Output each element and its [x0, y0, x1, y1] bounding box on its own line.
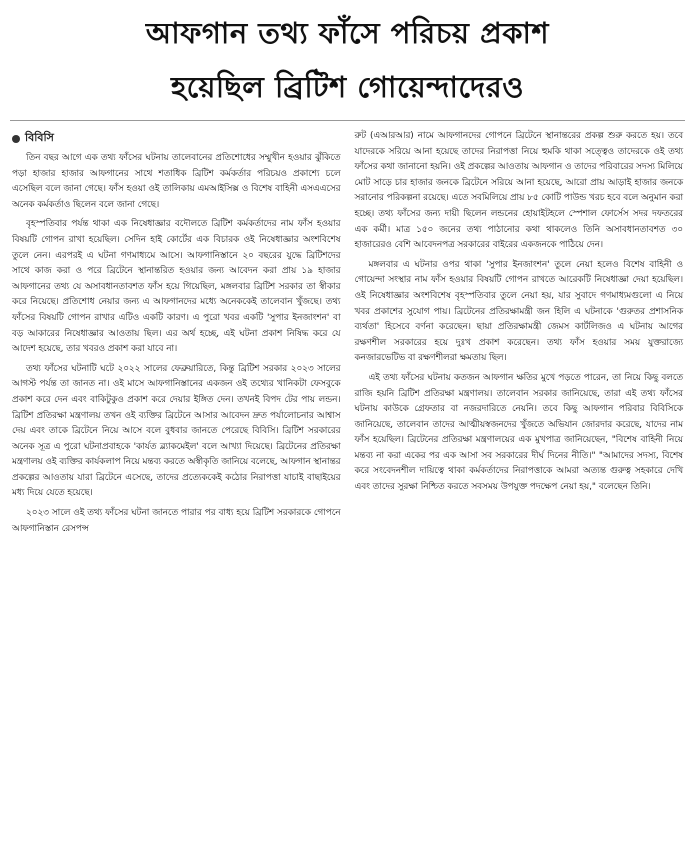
headline-line-2: হয়েছিল ব্রিটিশ গোয়েন্দাদেরও — [170, 70, 525, 104]
right-column — [355, 129, 684, 541]
paragraph: তিন বছর আগে এক তথ্য ফাঁসের ঘটনায় তালেবানের প্রতিশোধের সম্মুখীন হওয়ার ঝুঁকিতে পড়া হাজার হাজার আফগানের সাথে শতাধিক ব্রিটিশ কর্মকর্তার পরিচয়ও প্রকাশ্যে চলে এসেছিল বলে জানা গেছে। ফাঁস হওয়া ওই তালিকায় এমআইসিক্স ও বিশেষ বাহিনী এসএএসের অনেক কর্মকর্তাও ছিলেন বলে জানা গেছে। — [12, 153, 341, 210]
bullet-icon — [12, 135, 20, 143]
paragraph: রুট (এআরআর) নামে আফগানদের গোপনে ব্রিটেনে স্থানান্তরের প্রকল্প শুরু করতে হয়। তবে যাদেরকে সরিয়ে আনা হয়েছে তাদের নিরাপত্তা নিয়ে হুমকি থাকা সত্ত্বেও তাদেরকে ওই তথ্য ফাঁসের কথা জানানো হয়নি। ওই প্রকল্পের আওতায় আফগান ও তাদের পরিবারের সদস্য মিলিয়ে মোট সাড়ে চার হাজার জনকে ব্রিটেনে সরিয়ে আনা হয়েছে, আরো প্রায় আড়াই হাজার জনকে সরানোর পরিকল্পনা রয়েছে। এতে সবমিলিয়ে প্রায় ৮৫ কোটি পাউন্ড খরচ হবে বলে অনুমান করা হচ্ছে। তথ্য ফাঁসের জন্য দায়ী ছিলেন লন্ডনের হোয়াইটহলে স্পেশাল ফোর্সেস সদর দফতরের এক কর্মী। মাত্র ১৫০ জনের তথ্য পাঠানোর কথা থাকলেও তিনি অসাবধানতাবশত ৩০ হাজারেরও বেশি আবেদনপত্র সরকারের বাইরের একজনকে পাঠিয়ে দেন। — [354, 131, 683, 251]
headline-line-1: আফগান তথ্য ফাঁসে পরিচয় প্রকাশ — [145, 16, 550, 50]
byline-source: বিবিসি — [25, 131, 54, 144]
paragraph: তথ্য ফাঁসের ঘটনাটি ঘটে ২০২২ সালের ফেব্রুয়ারিতে, কিন্তু ব্রিটিশ সরকার ২০২৩ সালের আগস্ট পর্যন্ত তা জানত না। ওই মাসে আফগানিস্তানের একজন ওই তথ্যের খানিকটা ফেসবুকে প্রকাশ করে দেন এবং বাকিটুকুও প্রকাশ করে দেয়ার ইঙ্গিত দেন। তখনই বিপদ টের পায় লন্ডন। ব্রিটিশ প্রতিরক্ষা মন্ত্রণালয় তখন ওই ব্যক্তির ব্রিটেনে আসার আবেদন দ্রুত পর্যালোচনার আশ্বাস দেয় এবং তাকে ব্রিটেনে নিয়ে আসে বলে বুধবার জানতে পেরেছে বিবিসি। ব্রিটিশ সরকারের অনেক সূত্র এ পুরো ঘটনাপ্রবাহকে 'কার্যত ব্ল্যাকমেইল' বলে আখ্যা দিয়েছে। ব্রিটেনের প্রতিরক্ষা মন্ত্রণালয় ওই ব্যক্তির কার্যকলাপ নিয়ে মন্তব্য করতে অস্বীকৃতি জানিয়ে বলেছে, আফগান স্থানান্তর প্রকল্পের আওতায় যারা ব্রিটেনে এসেছে, তাদের প্রত্যেককেই কঠোর নিরাপত্তা যাচাই বাছাইয়ের মধ্য দিয়ে যেতে হয়েছে। — [12, 363, 341, 499]
byline — [12, 129, 341, 148]
article-headline — [8, 6, 687, 114]
left-column — [12, 129, 341, 541]
headline-divider — [10, 120, 685, 121]
paragraph: এই তথ্য ফাঁসের ঘটনায় কতজন আফগান ক্ষতির মুখে পড়তে পারেন, তা নিয়ে কিছু বলতে রাজি হয়নি ব্রিটিশ প্রতিরক্ষা মন্ত্রণালয়। তালেবান সরকার জানিয়েছে, তারা এই তথ্য ফাঁসের ঘটনায় কাউকে গ্রেফতার বা নজরদারিতে নেয়নি। তবে কিছু আফগান পরিবার বিবিসিকে জানিয়েছে, তালেবান তাদের আত্মীয়স্বজনদের খুঁজতে অভিযান জোরদার করেছে, যাদের নাম ফাঁস হয়েছিল। ব্রিটেনের প্রতিরক্ষা মন্ত্রণালয়ের এক মুখপাত্র জানিয়েছেন, "বিশেষ বাহিনী নিয়ে মন্তব্য না করা একের পর এক আসা সব সরকারের দীর্ঘ দিনের নীতি।" "আমাদের সদস্য, বিশেষ করে সংবেদনশীল দায়িত্বে থাকা কর্মকর্তাদের নিরাপত্তাকে আমরা অত্যন্ত গুরুত্ব সহকারে দেখি এবং তাদের সুরক্ষা নিশ্চিত করতে সবসময় উপযুক্ত পদক্ষেপ নেয়া হয়," বলেছেন তিনি। — [354, 372, 683, 493]
paragraph: ২০২৩ সালে ওই তথ্য ফাঁসের ঘটনা জানতে পারার পর বাধ্য হয়ে ব্রিটিশ সরকারকে গোপনে আফগানিস্তান রেসপন্স — [12, 508, 341, 534]
article-body — [8, 129, 687, 541]
paragraph: মঙ্গলবার এ ঘটনার ওপর থাকা 'সুপার ইনজাংশন' তুলে নেয়া হলেও বিশেষ বাহিনী ও গোয়েন্দা সংস্থার নাম ফাঁস হওয়ার বিষয়টি গোপন রাখতে আরেকটি নিষেধাজ্ঞা দেয়া হয়েছিল। ওই নিষেধাজ্ঞার অংশবিশেষ বৃহস্পতিবার তুলে নেয়া হয়, যার সুবাদে গণমাধ্যমগুলো এ নিয়ে খবর প্রকাশের সুযোগ পায়। ব্রিটেনের প্রতিরক্ষামন্ত্রী জন হিলি এ ঘটনাকে 'গুরুতর প্রশাসনিক ব্যর্থতা' হিসেবে বর্ণনা করেছেন। ছায়া প্রতিরক্ষামন্ত্রী জেমস কার্টলিজও এ ঘটনায় আগের রক্ষণশীল সরকারের হয়ে দুঃখ প্রকাশ করেছেন। তথ্য ফাঁস হওয়ার সময় যুক্তরাজ্যে কনজারভেটিভ বা রক্ষণশীলরা ক্ষমতায় ছিল। — [354, 259, 683, 364]
paragraph: বৃহস্পতিবার পর্যন্ত থাকা এক নিষেধাজ্ঞার বদৌলতে ব্রিটিশ কর্মকর্তাদের নাম ফাঁস হওয়ার বিষয়টি গোপন রাখা হয়েছিল। সেদিন হাই কোর্টের এক বিচারক ওই নিষেধাজ্ঞার অংশবিশেষ তুলে নেন। এরপরই এ ঘটনা গণমাধ্যমে আসে। আফগানিস্তানে ২০ বছরের যুদ্ধে ব্রিটিশদের সাথে কাজ করা ও পরে ব্রিটেনে স্থানান্তরিত হওয়ার জন্য আবেদন করা প্রায় ১৯ হাজার আফগানের তথ্য যে অসাবধানতাবশত ফাঁস হয়ে গিয়েছিল, মঙ্গলবার ব্রিটিশ সরকার তা স্বীকার করে নিয়েছে। প্রতিশোধ নেয়ার জন্য এ আফগানদের মধ্যে অনেককেই তালেবান খুঁজছে। তথ্য ফাঁসের বিষয়টি গোপন রাখার এটিও একটি কারণ। এ পুরো খবর একটি 'সুপার ইনজাংশন' বা বড় আকারের নিষেধাজ্ঞার আওতায় ছিল। এর অর্থ হচ্ছে, এই ঘটনা প্রকাশ নিষিদ্ধ করে যে আদেশ হয়েছে, তার খবরও প্রকাশ করা যাবে না। — [12, 219, 341, 355]
